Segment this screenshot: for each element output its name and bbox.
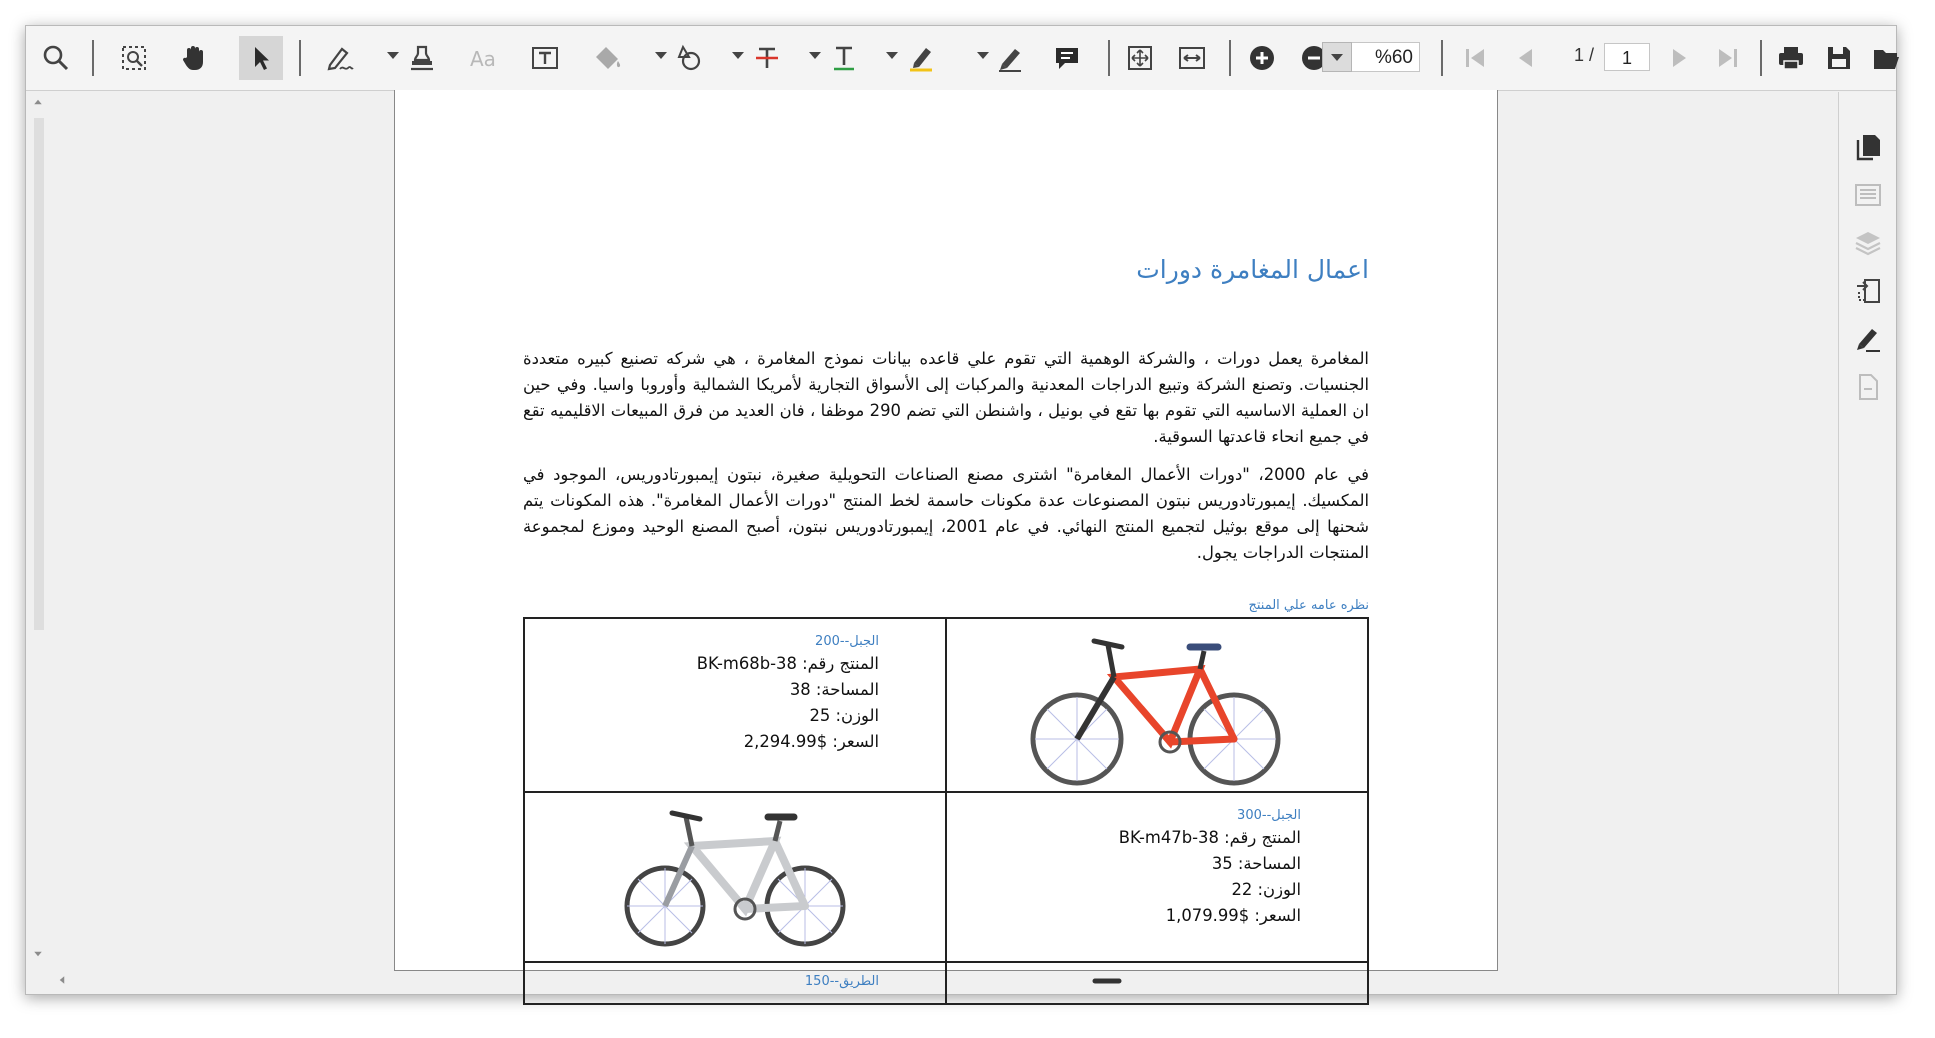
document-properties-button[interactable] (1853, 372, 1883, 402)
floppy-disk-icon (1824, 43, 1854, 73)
product-size: المساحة: 35 (1211, 854, 1301, 873)
product-name: الجبل--300 (1237, 808, 1301, 823)
product-info-cell (524, 618, 946, 792)
document-paragraph: المغامرة يعمل دورات ، والشركة الوهمية التي تقوم علي قاعده بيانات نموذج المغامرة ، هي شركه تصنيع كبيره متعددة الجنسيات. وتصنع الشركة وتبيع الدراجات المعدنية والمركبات إلى الأسواق التجارية لأمريكا الشمالية وأوروبا واسيا. وفي حين ان العملية الاساسيه التي تقوم بها تقع في بونيل ، واشنطن التي تضم 290 موظفا ، فان العديد من فرق المبيعات الاقليميه تقع في جميع انحاء قاعدتها السوقية. (523, 349, 1370, 446)
last-page-button[interactable] (1706, 36, 1750, 80)
document-heading: اعمال المغامرة دورات (1136, 255, 1369, 284)
stamp-icon (407, 43, 437, 73)
fit-page-icon (1125, 43, 1155, 73)
zoom-dropdown-button[interactable] (1322, 42, 1352, 72)
product-weight: الوزن: 25 (809, 706, 879, 725)
shapes-icon (675, 43, 705, 73)
search-button[interactable] (34, 36, 78, 80)
select-button[interactable] (239, 36, 283, 80)
last-page-icon (1713, 43, 1743, 73)
printer-icon (1776, 43, 1806, 73)
comment-icon (1052, 43, 1082, 73)
table-row (524, 618, 1368, 792)
freehand-signature-button[interactable] (318, 36, 362, 80)
toolbar-separator (1441, 40, 1443, 76)
fit-page-button[interactable] (1118, 36, 1162, 80)
silver-mountain-bike-image (620, 801, 850, 951)
pan-button[interactable] (172, 36, 216, 80)
table-row (524, 792, 1368, 962)
fill-color-button[interactable] (586, 36, 630, 80)
pencil-icon (995, 43, 1025, 73)
fit-width-button[interactable] (1170, 36, 1214, 80)
layers-icon (1853, 228, 1883, 258)
pages-icon (1853, 132, 1883, 162)
chevron-down-icon (1331, 54, 1343, 61)
paint-bucket-icon (593, 43, 623, 73)
underline-icon (829, 43, 859, 73)
page-number-input[interactable]: 1 (1604, 43, 1650, 71)
vertical-scrollbar[interactable] (29, 92, 45, 964)
svg-text:Aa: Aa (470, 47, 496, 71)
font-aa-icon (468, 43, 498, 73)
document-page (394, 90, 1498, 989)
thumbnails-button[interactable] (1853, 132, 1883, 162)
sign-pen-icon (1853, 324, 1883, 354)
marquee-zoom-icon (119, 43, 149, 73)
strikethrough-dropdown-caret[interactable] (809, 52, 821, 59)
red-mountain-bike-image (1022, 627, 1292, 787)
signature-dropdown-caret[interactable] (387, 52, 399, 59)
scroll-down-icon[interactable] (32, 948, 44, 960)
product-name: الجبل--200 (815, 634, 879, 649)
pdf-viewer (25, 25, 1897, 995)
document-icon (1853, 372, 1883, 402)
toolbar-separator (1229, 40, 1231, 76)
previous-page-icon (1511, 43, 1541, 73)
underline-button[interactable] (822, 36, 866, 80)
product-size: المساحة: 38 (789, 680, 879, 699)
signature-pen-icon (325, 43, 355, 73)
toolbar-separator (299, 40, 301, 76)
product-table (523, 617, 1369, 1005)
font-button[interactable] (461, 36, 505, 80)
document-paragraph: في عام 2000، "دورات الأعمال المغامرة" اشترى مصنع الصناعات التحويلية صغيرة، نبتون إيمبورتادوريس، الموجود في المكسيك. إيمبورتادوريس نبتون المصنوعات عدة مكونات حاسمة لخط المنتج "دورات الأعمال المغامرة". هذه المكونات يتم شحنها إلى موقع بوثيل لتجميع المنتج النهائي. في عام 2001، إيمبورتادوريس نبتون، أصبح المصنع الوحيد وموزع لمجموعة المنتجات الدراجات يجول. (523, 465, 1369, 562)
product-number: المنتج رقم: BK-m68b-38 (696, 654, 879, 673)
ink-button[interactable] (988, 36, 1032, 80)
pointer-icon (246, 43, 276, 73)
signatures-button[interactable] (1853, 324, 1883, 354)
layers-button[interactable] (1853, 228, 1883, 258)
first-page-button[interactable] (1453, 36, 1497, 80)
highlighter-icon (906, 43, 936, 73)
open-file-button[interactable] (1864, 36, 1908, 80)
first-page-icon (1460, 43, 1490, 73)
product-price: السعر: $2,294.99 (743, 732, 879, 751)
folder-open-icon (1871, 43, 1901, 73)
scroll-up-icon[interactable] (32, 96, 44, 108)
product-image-cell (946, 618, 1368, 792)
marquee-zoom-button[interactable] (112, 36, 156, 80)
side-panel (1838, 92, 1896, 994)
zoom-input[interactable]: %60 (1324, 42, 1420, 72)
highlight-button[interactable] (899, 36, 943, 80)
product-image-cell (524, 792, 946, 962)
strikethrough-icon (752, 43, 782, 73)
save-button[interactable] (1817, 36, 1861, 80)
stamp-button[interactable] (400, 36, 444, 80)
product-info (525, 619, 945, 755)
zoom-in-button[interactable] (1240, 36, 1284, 80)
toolbar (26, 26, 1896, 91)
product-info-cell (946, 792, 1368, 962)
zoom-in-icon (1247, 43, 1277, 73)
product-info (947, 793, 1367, 929)
table-row (524, 962, 1368, 1004)
product-overview-caption: نظره عامه علي المنتج (1248, 598, 1369, 613)
page-export-icon (1853, 276, 1883, 306)
page-count-label: 1 / (1574, 45, 1595, 65)
next-page-button[interactable] (1657, 36, 1701, 80)
product-number: المنتج رقم: BK-m47b-38 (1118, 828, 1301, 847)
search-icon (41, 43, 71, 73)
comment-button[interactable] (1045, 36, 1089, 80)
product-price: السعر: $1,079.99 (1165, 906, 1301, 925)
product-name: الطريق--150 (804, 974, 879, 989)
next-page-icon (1664, 43, 1694, 73)
textbox-button[interactable] (523, 36, 567, 80)
previous-page-button[interactable] (1504, 36, 1548, 80)
print-button[interactable] (1769, 36, 1813, 80)
hand-icon (179, 43, 209, 73)
underline-dropdown-caret[interactable] (886, 52, 898, 59)
toolbar-separator (1760, 40, 1762, 76)
fill-dropdown-caret[interactable] (655, 52, 667, 59)
strikethrough-button[interactable] (745, 36, 789, 80)
vertical-scroll-thumb[interactable] (34, 118, 44, 630)
attachments-button[interactable] (1853, 276, 1883, 306)
shapes-dropdown-caret[interactable] (732, 52, 744, 59)
textbox-icon (530, 43, 560, 73)
bookmarks-button[interactable] (1853, 180, 1883, 210)
toolbar-separator (92, 40, 94, 76)
product-image-cell (946, 962, 1368, 1004)
bike-image-partial (1087, 973, 1127, 993)
toolbar-separator (1108, 40, 1110, 76)
product-info-cell (524, 962, 946, 1004)
outline-icon (1853, 180, 1883, 210)
product-info (525, 963, 945, 991)
shapes-button[interactable] (668, 36, 712, 80)
product-weight: الوزن: 22 (1231, 880, 1301, 899)
scroll-left-icon[interactable] (56, 974, 68, 986)
fit-width-icon (1177, 43, 1207, 73)
